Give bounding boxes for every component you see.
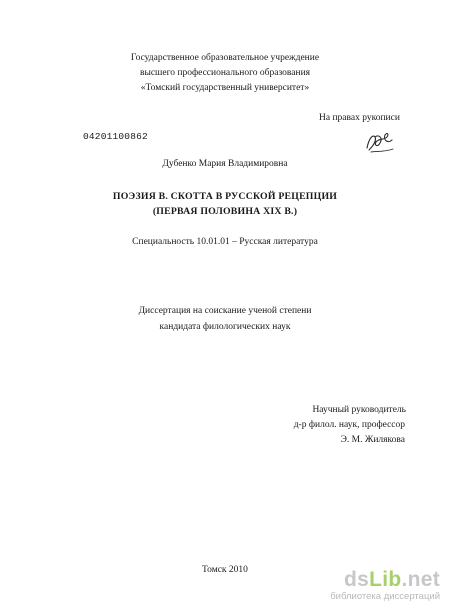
dslib-watermark (328, 569, 440, 611)
logo-part-ds: ds (343, 568, 370, 591)
institution-line-2: высшего профессионального образования (139, 68, 311, 78)
dissertation-title-line-2: (ПЕРВАЯ ПОЛОВИНА XIX В.) (152, 206, 298, 217)
dslib-logo (328, 569, 440, 591)
watermark-tagline: библиотека диссертаций (330, 591, 440, 602)
handwritten-signature (363, 128, 397, 158)
degree-line-1: Диссертация на соискание ученой степени (138, 306, 312, 316)
logo-part-lib: Lib (369, 568, 402, 591)
degree-line-2: кандидата филологических наук (159, 322, 291, 332)
supervisor-name: Э. М. Жилякова (340, 435, 405, 445)
supervisor-block (300, 404, 406, 416)
supervisor-role: Научный руководитель (312, 405, 406, 415)
registration-number: 04201100862 (83, 131, 148, 142)
specialty: Специальность 10.01.01 – Русская литература (132, 237, 318, 247)
supervisor-credentials: д-р филол. наук, профессор (293, 420, 405, 430)
author-name: Дубенко Мария Владимировна (162, 159, 288, 169)
logo-part-net: .net (401, 568, 440, 591)
dissertation-title-line-1: ПОЭЗИЯ В. СКОТТА В РУССКОЙ РЕЦЕПЦИИ (112, 191, 338, 202)
institution-line-1: Государственное образовательное учреждение (130, 53, 320, 63)
manuscript-rights-note: На правах рукописи (319, 113, 400, 123)
city-year: Томск 2010 (202, 565, 248, 575)
institution-line-3: «Томский государственный университет» (140, 83, 310, 93)
